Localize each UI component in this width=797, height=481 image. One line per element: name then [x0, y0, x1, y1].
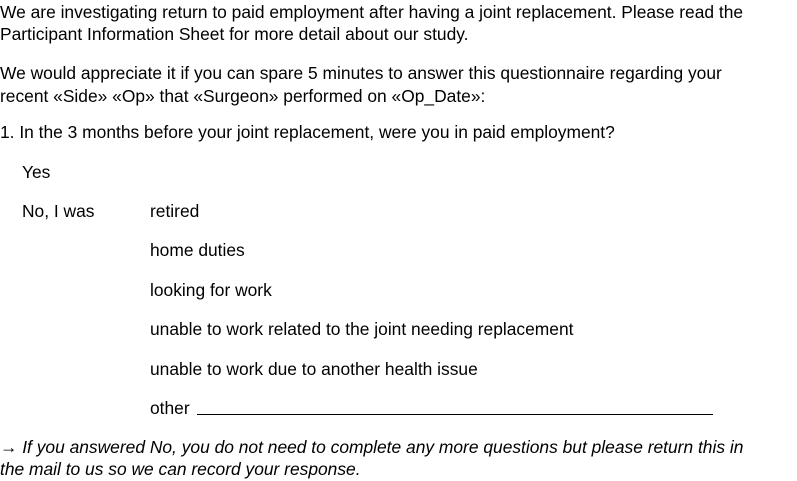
- option-yes[interactable]: Yes: [22, 162, 51, 182]
- option-retired[interactable]: retired: [150, 201, 200, 221]
- intro-line-1: We are investigating return to paid employment after having a joint replacement. Please read the: [0, 2, 744, 22]
- option-no-label: No, I was: [22, 201, 95, 221]
- question-1-text: 1. In the 3 months before your joint replacement, were you in paid employment?: [0, 122, 615, 142]
- option-unable-other-health[interactable]: unable to work due to another health issue: [150, 359, 478, 379]
- note-line-1: → If you answered No, you do not need to complete any more questions but please return this in: [0, 437, 744, 457]
- option-unable-joint[interactable]: unable to work related to the joint needing replacement: [150, 319, 574, 339]
- request-line-2: recent «Side» «Op» that «Surgeon» performed on «Op_Date»:: [0, 86, 486, 106]
- note-line-2: the mail to us so we can record your response.: [0, 459, 361, 479]
- option-other[interactable]: other: [150, 398, 190, 418]
- request-line-1: We would appreciate it if you can spare 5 minutes to answer this questionnaire regarding your: [0, 63, 722, 83]
- option-looking-for-work[interactable]: looking for work: [150, 280, 272, 300]
- intro-line-2: Participant Information Sheet for more detail about our study.: [0, 24, 469, 44]
- option-home-duties[interactable]: home duties: [150, 240, 245, 260]
- other-text-field[interactable]: [197, 414, 713, 415]
